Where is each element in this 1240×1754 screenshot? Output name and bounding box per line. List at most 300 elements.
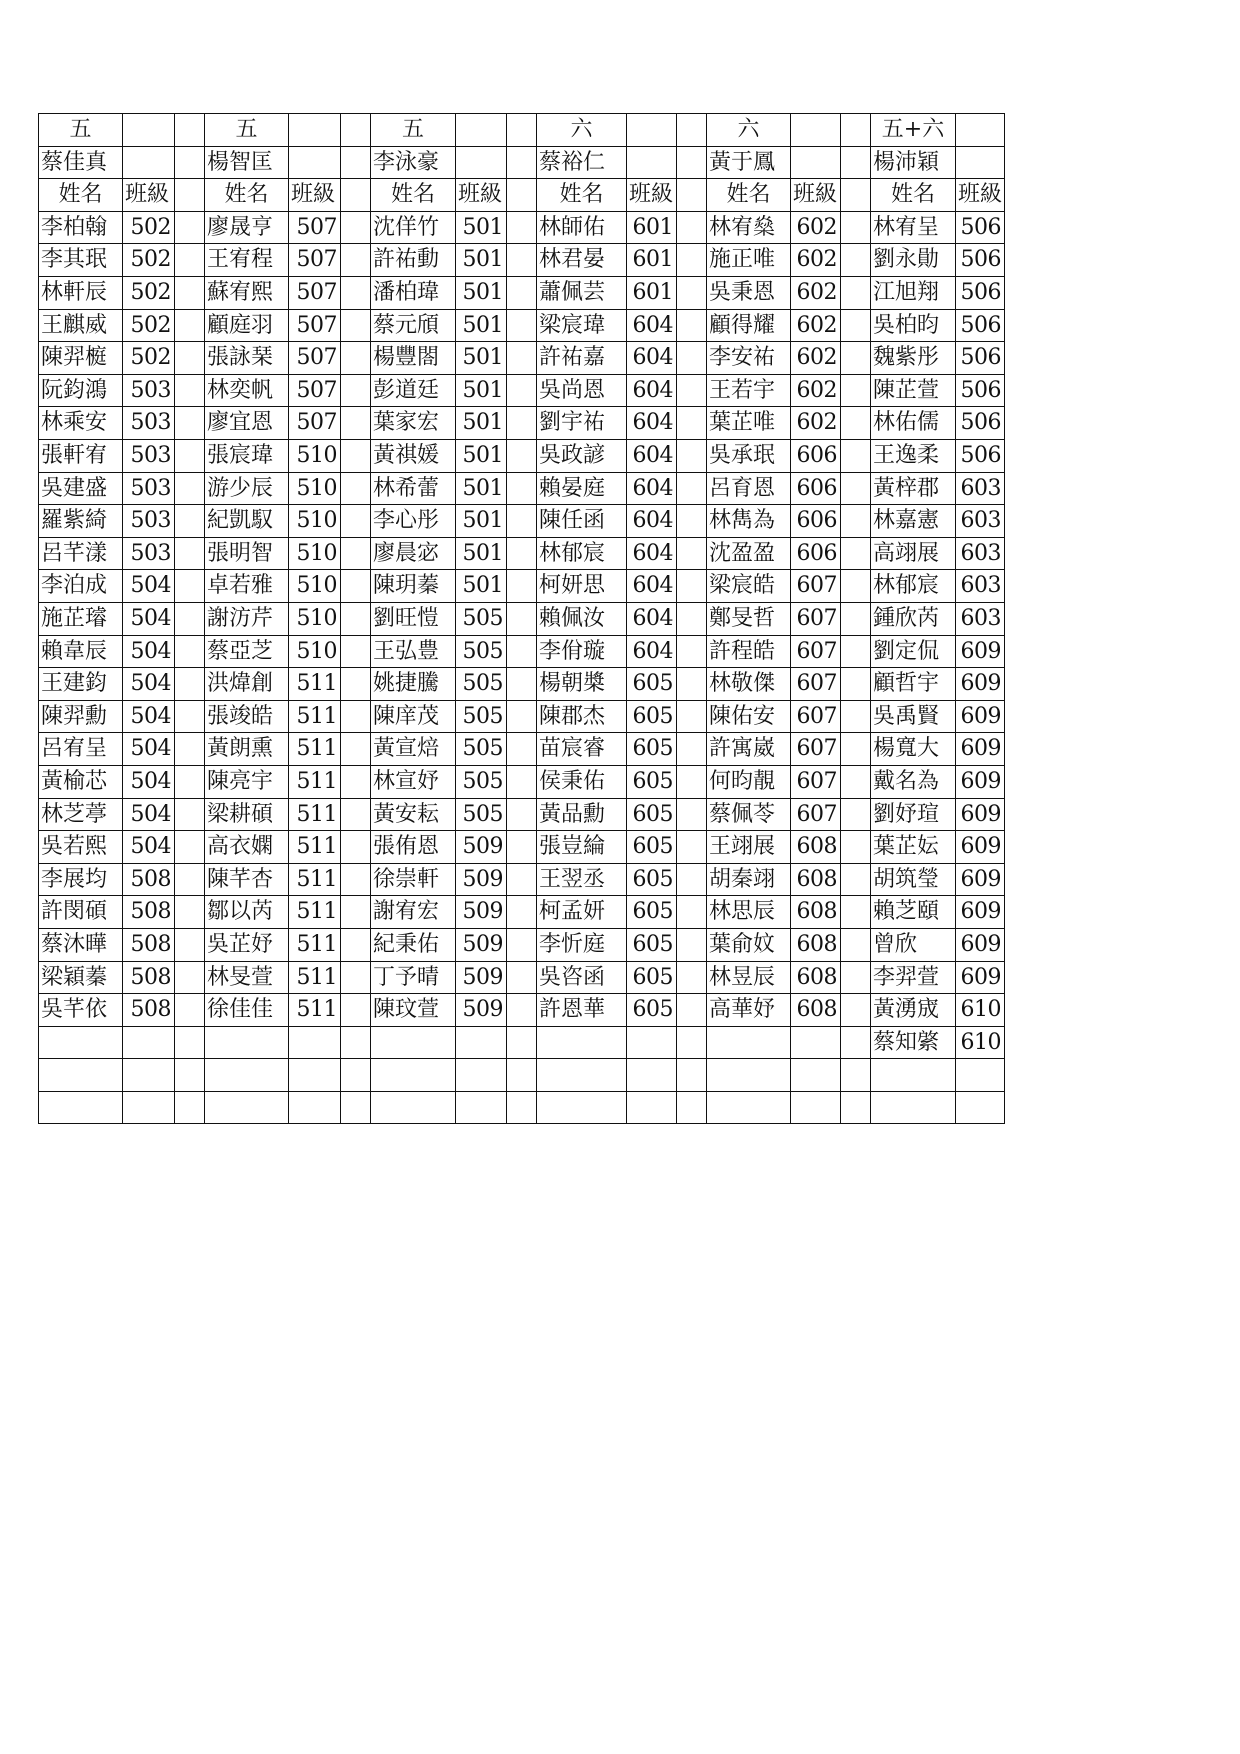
empty-cell [706,1091,790,1124]
student-name: 李泊成 [38,569,122,602]
spacer-cell [174,569,204,602]
spacer-cell [506,439,536,472]
student-class: 610 [955,993,1005,1026]
student-name: 王逸柔 [870,439,955,472]
grade-label: 五 [38,113,122,146]
spacer-cell [174,895,204,928]
spacer-cell [840,667,870,700]
student-class: 605 [626,830,676,863]
student-class: 507 [288,406,340,439]
student-class: 609 [955,765,1005,798]
spacer-cell [174,406,204,439]
spacer-cell [506,993,536,1026]
student-class: 604 [626,537,676,570]
spacer-cell [676,1026,706,1059]
spacer-cell [840,439,870,472]
student-class: 501 [455,504,506,537]
spacer-cell [676,439,706,472]
spacer-cell [840,635,870,668]
student-class: 505 [455,798,506,831]
student-name: 李其珉 [38,243,122,276]
student-name: 許祐嘉 [536,341,626,374]
student-class: 607 [790,732,840,765]
student-name: 蔡知綮 [870,1026,955,1059]
spacer-cell [506,895,536,928]
spacer-cell [340,1091,370,1124]
student-name: 吳秉恩 [706,276,790,309]
empty-cell [870,1091,955,1124]
student-name: 林師佑 [536,211,626,244]
student-name: 梁宸瑋 [536,309,626,342]
student-name: 張豈綸 [536,830,626,863]
spacer-cell [840,1026,870,1059]
student-name: 吳芊依 [38,993,122,1026]
student-class: 606 [790,472,840,505]
student-class: 506 [955,309,1005,342]
student-class: 511 [288,895,340,928]
spacer-cell [506,341,536,374]
spacer-cell [506,309,536,342]
student-class: 604 [626,569,676,602]
student-class: 504 [122,765,174,798]
column-header-name: 姓名 [536,178,626,211]
spacer-cell [506,276,536,309]
student-class: 503 [122,504,174,537]
student-name: 張宸瑋 [204,439,288,472]
student-class: 501 [455,309,506,342]
student-name: 張明智 [204,537,288,570]
student-class: 503 [122,537,174,570]
column-header-name: 姓名 [870,178,955,211]
student-class: 506 [955,341,1005,374]
spacer-cell [676,341,706,374]
student-class: 609 [955,798,1005,831]
spacer-cell [340,1058,370,1091]
student-class: 601 [626,276,676,309]
student-class: 511 [288,700,340,733]
spacer-cell [506,504,536,537]
spacer-cell [174,765,204,798]
spacer-cell [174,602,204,635]
spacer-cell [340,700,370,733]
student-class: 602 [790,341,840,374]
student-name: 林宣妤 [370,765,455,798]
spacer-cell [174,1091,204,1124]
teacher-name: 蔡佳真 [38,146,122,179]
student-class: 606 [790,439,840,472]
teacher-name: 蔡裕仁 [536,146,626,179]
student-name: 陳玟萱 [370,993,455,1026]
student-name: 林宥呈 [870,211,955,244]
student-class: 609 [955,700,1005,733]
student-class: 601 [626,211,676,244]
student-class: 508 [122,863,174,896]
student-class: 605 [626,928,676,961]
student-name: 劉妤瑄 [870,798,955,831]
spacer-cell [840,993,870,1026]
student-class: 509 [455,895,506,928]
student-class: 510 [288,439,340,472]
student-name: 羅紫綺 [38,504,122,537]
spacer-cell [506,863,536,896]
teacher-name: 楊智匡 [204,146,288,179]
student-name: 陳郡杰 [536,700,626,733]
empty-cell [122,1058,174,1091]
student-name: 吳咨函 [536,961,626,994]
spacer-cell [676,993,706,1026]
student-class: 608 [790,928,840,961]
spacer-cell [340,895,370,928]
column-header-name: 姓名 [370,178,455,211]
student-class: 609 [955,667,1005,700]
student-name: 苗宸睿 [536,732,626,765]
spacer-cell [340,635,370,668]
student-name: 陳芊杏 [204,863,288,896]
spacer-cell [840,276,870,309]
spacer-cell [340,863,370,896]
student-name: 許閔碩 [38,895,122,928]
student-name: 沈佯竹 [370,211,455,244]
column-header-name: 姓名 [38,178,122,211]
empty-cell [38,1058,122,1091]
student-class: 507 [288,211,340,244]
student-name: 陳羿榳 [38,341,122,374]
student-class: 605 [626,765,676,798]
student-class: 504 [122,732,174,765]
student-class: 511 [288,993,340,1026]
spacer-cell [676,798,706,831]
spacer-cell [340,798,370,831]
student-name: 黃品勳 [536,798,626,831]
student-name: 李佾璇 [536,635,626,668]
student-name: 鄭旻哲 [706,602,790,635]
spacer-cell [506,1026,536,1059]
spacer-cell [340,928,370,961]
student-class: 604 [626,504,676,537]
student-name: 王建鈞 [38,667,122,700]
student-name: 謝汸芹 [204,602,288,635]
empty-cell [370,1058,455,1091]
spacer-cell [174,732,204,765]
spacer-cell [506,211,536,244]
spacer-cell [340,146,370,179]
student-class: 607 [790,798,840,831]
student-class: 602 [790,374,840,407]
student-name: 戴名為 [870,765,955,798]
spacer-cell [676,895,706,928]
student-name: 顧哲宇 [870,667,955,700]
spacer-cell [676,602,706,635]
empty-cell [288,1091,340,1124]
student-class: 509 [455,993,506,1026]
student-name: 陳羿勳 [38,700,122,733]
student-name: 林郁宸 [870,569,955,602]
student-class: 609 [955,830,1005,863]
student-class: 501 [455,537,506,570]
student-class: 505 [455,602,506,635]
student-class: 603 [955,537,1005,570]
spacer-cell [840,961,870,994]
student-class: 510 [288,635,340,668]
spacer-cell [340,569,370,602]
spacer-cell [340,309,370,342]
student-name: 吳芷妤 [204,928,288,961]
student-class: 605 [626,895,676,928]
spacer-cell [506,765,536,798]
student-class: 609 [955,928,1005,961]
student-class: 502 [122,211,174,244]
spacer-cell [174,993,204,1026]
student-name: 黃安耘 [370,798,455,831]
student-name: 李羿萱 [870,961,955,994]
student-class: 510 [288,537,340,570]
empty-cell [790,113,840,146]
empty-cell [455,1091,506,1124]
spacer-cell [840,537,870,570]
student-class: 509 [455,863,506,896]
student-name: 陳芷萱 [870,374,955,407]
student-name: 葉芷妘 [870,830,955,863]
student-class: 505 [455,667,506,700]
column-header-class: 班級 [626,178,676,211]
student-name: 陳佑安 [706,700,790,733]
teacher-name: 楊沛穎 [870,146,955,179]
empty-cell [288,1026,340,1059]
student-class: 506 [955,211,1005,244]
empty-cell [626,146,676,179]
spacer-cell [840,569,870,602]
student-name: 林旻萱 [204,961,288,994]
student-name: 魏紫彤 [870,341,955,374]
grade-label: 五+六 [870,113,955,146]
student-name: 林佑儒 [870,406,955,439]
student-name: 吳若熙 [38,830,122,863]
student-name: 林昱辰 [706,961,790,994]
spacer-cell [506,961,536,994]
spacer-cell [506,243,536,276]
student-name: 洪煒創 [204,667,288,700]
empty-cell [204,1058,288,1091]
student-class: 602 [790,309,840,342]
student-name: 黃湧宬 [870,993,955,1026]
column-header-name: 姓名 [204,178,288,211]
spacer-cell [840,146,870,179]
student-name: 賴佩汝 [536,602,626,635]
student-name: 楊朝槳 [536,667,626,700]
student-class: 502 [122,276,174,309]
spacer-cell [676,113,706,146]
column-header-class: 班級 [790,178,840,211]
spacer-cell [676,569,706,602]
student-class: 505 [455,700,506,733]
spacer-cell [174,146,204,179]
spacer-cell [174,439,204,472]
spacer-cell [840,1058,870,1091]
spacer-cell [840,309,870,342]
student-class: 503 [122,439,174,472]
student-name: 鄒以芮 [204,895,288,928]
spacer-cell [340,472,370,505]
spacer-cell [840,602,870,635]
spacer-cell [174,309,204,342]
student-class: 511 [288,863,340,896]
spacer-cell [340,602,370,635]
spacer-cell [676,830,706,863]
spacer-cell [506,928,536,961]
student-class: 602 [790,406,840,439]
student-class: 610 [955,1026,1005,1059]
student-name: 劉永勛 [870,243,955,276]
empty-cell [955,1091,1005,1124]
spacer-cell [174,667,204,700]
student-class: 511 [288,765,340,798]
student-name: 葉家宏 [370,406,455,439]
student-class: 506 [955,243,1005,276]
student-class: 507 [288,309,340,342]
spacer-cell [506,700,536,733]
student-class: 609 [955,895,1005,928]
student-class: 607 [790,667,840,700]
empty-cell [626,1058,676,1091]
student-name: 丁予晴 [370,961,455,994]
student-name: 梁穎蓁 [38,961,122,994]
empty-cell [626,1026,676,1059]
student-class: 508 [122,895,174,928]
student-class: 607 [790,569,840,602]
student-name: 林希蕾 [370,472,455,505]
spacer-cell [506,537,536,570]
spacer-cell [506,602,536,635]
student-class: 504 [122,667,174,700]
spacer-cell [174,472,204,505]
student-name: 呂宥呈 [38,732,122,765]
empty-cell [370,1026,455,1059]
student-name: 林嘉憲 [870,504,955,537]
column-header-name: 姓名 [706,178,790,211]
student-name: 葉芷唯 [706,406,790,439]
student-class: 502 [122,341,174,374]
student-name: 張侑恩 [370,830,455,863]
spacer-cell [340,667,370,700]
student-class: 603 [955,602,1005,635]
student-class: 605 [626,700,676,733]
spacer-cell [174,1026,204,1059]
student-name: 蔡元頎 [370,309,455,342]
student-name: 吳政諺 [536,439,626,472]
student-name: 劉旺愷 [370,602,455,635]
spacer-cell [506,798,536,831]
empty-cell [122,1026,174,1059]
student-name: 吳柏昀 [870,309,955,342]
spacer-cell [340,537,370,570]
student-class: 608 [790,961,840,994]
student-class: 603 [955,504,1005,537]
spacer-cell [174,113,204,146]
student-name: 林思辰 [706,895,790,928]
spacer-cell [340,961,370,994]
spacer-cell [840,700,870,733]
student-class: 511 [288,830,340,863]
student-name: 陳玥蓁 [370,569,455,602]
empty-cell [38,1026,122,1059]
student-class: 507 [288,341,340,374]
spacer-cell [676,1091,706,1124]
student-name: 徐佳佳 [204,993,288,1026]
student-class: 504 [122,798,174,831]
student-class: 604 [626,374,676,407]
student-name: 林奕帆 [204,374,288,407]
spacer-cell [174,504,204,537]
student-class: 605 [626,667,676,700]
student-class: 504 [122,635,174,668]
student-name: 梁宸皓 [706,569,790,602]
student-class: 604 [626,439,676,472]
student-class: 511 [288,732,340,765]
grade-label: 五 [370,113,455,146]
empty-cell [288,146,340,179]
empty-cell [626,113,676,146]
spacer-cell [676,504,706,537]
spacer-cell [840,732,870,765]
spacer-cell [506,113,536,146]
spacer-cell [506,1058,536,1091]
spacer-cell [340,406,370,439]
student-name: 陳任函 [536,504,626,537]
student-class: 604 [626,635,676,668]
student-name: 梁耕碩 [204,798,288,831]
student-name: 王宥程 [204,243,288,276]
student-name: 李柏翰 [38,211,122,244]
empty-cell [122,1091,174,1124]
student-name: 陳庠茂 [370,700,455,733]
spacer-cell [840,472,870,505]
student-name: 胡秦翊 [706,863,790,896]
spacer-cell [174,243,204,276]
student-class: 609 [955,961,1005,994]
spacer-cell [174,276,204,309]
student-name: 賴韋辰 [38,635,122,668]
student-class: 602 [790,243,840,276]
empty-cell [706,1058,790,1091]
student-class: 511 [288,798,340,831]
student-class: 501 [455,276,506,309]
empty-cell [204,1091,288,1124]
spacer-cell [676,276,706,309]
spacer-cell [840,895,870,928]
student-class: 608 [790,863,840,896]
empty-cell [455,113,506,146]
student-class: 605 [626,863,676,896]
student-class: 609 [955,863,1005,896]
student-name: 林雋為 [706,504,790,537]
student-name: 游少辰 [204,472,288,505]
student-class: 509 [455,928,506,961]
student-name: 李心彤 [370,504,455,537]
student-name: 林郁宸 [536,537,626,570]
empty-cell [288,113,340,146]
spacer-cell [506,1091,536,1124]
student-class: 606 [790,504,840,537]
spacer-cell [840,243,870,276]
spacer-cell [840,374,870,407]
student-name: 黃榆芯 [38,765,122,798]
student-class: 506 [955,406,1005,439]
spacer-cell [340,243,370,276]
student-name: 紀凱馭 [204,504,288,537]
student-class: 501 [455,374,506,407]
empty-cell [790,1026,840,1059]
student-class: 604 [626,406,676,439]
